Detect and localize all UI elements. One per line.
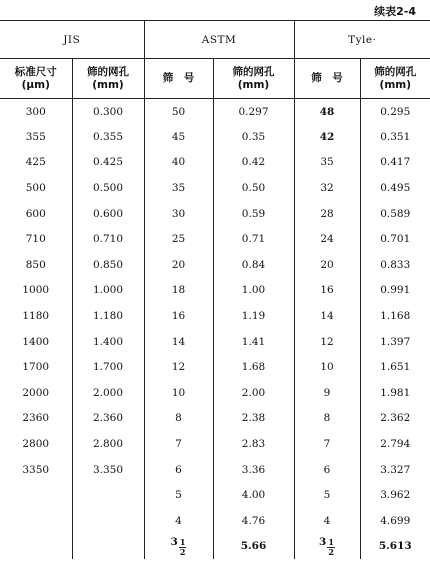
table-row <box>0 329 430 355</box>
table-continuation-caption: 续表2-4 <box>374 5 416 18</box>
fraction-astm: 3 $\frac{1}{2}$ <box>170 535 186 557</box>
table-row <box>0 252 430 278</box>
cell-jis-aperture: 0.300 <box>72 99 144 125</box>
cell-astm-aperture: 2.00 <box>213 380 294 406</box>
cell-jis-nominal: 1000 <box>0 278 72 304</box>
cell-tyler-sieve-no: 7 <box>294 431 360 457</box>
table-row <box>0 175 430 201</box>
cell-astm-aperture: 2.38 <box>213 406 294 432</box>
cell-tyler-aperture: 4.699 <box>380 514 411 527</box>
cell-jis-aperture <box>72 534 144 560</box>
cell-tyler-sieve-no: 16 <box>294 278 360 304</box>
cell-jis-aperture <box>72 482 144 508</box>
header-astm-aperture: 筛的网孔 (mm) <box>213 59 294 99</box>
cell-jis-nominal: 300 <box>0 99 72 125</box>
cell-tyler-sieve-no: 5 <box>294 482 360 508</box>
table-row <box>0 226 430 252</box>
cell-jis-aperture: 0.710 <box>72 226 144 252</box>
cell-tyler-sieve-no: 48 <box>294 99 360 125</box>
group-astm: ASTM <box>144 21 294 59</box>
cell-tyler-sieve-no: 32 <box>294 175 360 201</box>
fraction-tyler: 3 $\frac{1}{2}$ <box>319 535 334 557</box>
cell-jis-aperture: 1.000 <box>72 278 144 304</box>
table-row <box>0 380 430 406</box>
cell-tyler-sieve-no: 24 <box>294 226 360 252</box>
cell-tyler-sieve-no: 20 <box>294 252 360 278</box>
cell-tyler-aperture: 1.168 <box>380 310 411 323</box>
cell-astm-aperture: 4.76 <box>213 508 294 534</box>
cell-jis-aperture <box>72 508 144 534</box>
cell-tyler-aperture: 0.701 <box>380 233 411 246</box>
table-row <box>0 303 430 329</box>
cell-jis-nominal <box>0 534 72 560</box>
cell-astm-sieve-no: 12 <box>144 354 213 380</box>
cell-tyler-aperture: 1.981 <box>380 386 411 399</box>
header-tyler-aperture: 筛的网孔 (mm) <box>360 59 430 99</box>
cell-jis-nominal: 850 <box>0 252 72 278</box>
header-astm-sieve-no: 筛 号 <box>144 59 213 99</box>
cell-jis-nominal: 710 <box>0 226 72 252</box>
cell-tyler-aperture: 1.397 <box>380 335 411 348</box>
cell-jis-nominal <box>0 482 72 508</box>
header-jis-nominal: 标准尺寸 (μm) <box>0 59 72 99</box>
cell-jis-aperture: 1.700 <box>72 354 144 380</box>
cell-jis-aperture: 0.425 <box>72 150 144 176</box>
cell-jis-nominal: 2800 <box>0 431 72 457</box>
cell-astm-aperture: 1.00 <box>213 278 294 304</box>
cell-tyler-sieve-no <box>294 534 360 560</box>
cell-astm-aperture: 0.297 <box>213 99 294 125</box>
cell-astm-aperture: 0.50 <box>213 175 294 201</box>
sieve-size-table <box>0 20 430 559</box>
cell-tyler-aperture: 3.962 <box>380 489 411 502</box>
cell-jis-nominal: 3350 <box>0 457 72 483</box>
cell-tyler-sieve-no: 10 <box>294 354 360 380</box>
cell-jis-nominal <box>0 508 72 534</box>
cell-astm-aperture: 3.36 <box>213 457 294 483</box>
cell-jis-aperture: 3.350 <box>72 457 144 483</box>
cell-tyler-sieve-no: 42 <box>294 124 360 150</box>
cell-tyler-aperture: 0.833 <box>380 258 411 271</box>
cell-astm-sieve-no: 30 <box>144 201 213 227</box>
cell-astm-sieve-no: 50 <box>144 99 213 125</box>
cell-tyler-aperture: 0.295 <box>380 105 411 118</box>
standard-group-row <box>0 21 430 59</box>
cell-astm-aperture: 1.19 <box>213 303 294 329</box>
cell-astm-aperture: 1.68 <box>213 354 294 380</box>
cell-tyler-sieve-no: 12 <box>294 329 360 355</box>
cell-astm-sieve-no: 40 <box>144 150 213 176</box>
cell-astm-sieve-no <box>144 534 213 560</box>
cell-jis-aperture: 0.600 <box>72 201 144 227</box>
cell-astm-aperture: 0.35 <box>213 124 294 150</box>
cell-tyler-aperture: 2.794 <box>380 438 411 451</box>
cell-astm-aperture: 0.84 <box>213 252 294 278</box>
table-row <box>0 124 430 150</box>
cell-jis-nominal: 1700 <box>0 354 72 380</box>
cell-jis-nominal: 1180 <box>0 303 72 329</box>
cell-astm-sieve-no: 14 <box>144 329 213 355</box>
table-row <box>0 482 430 508</box>
cell-astm-sieve-no: 25 <box>144 226 213 252</box>
cell-astm-sieve-no: 6 <box>144 457 213 483</box>
cell-tyler-sieve-no: 6 <box>294 457 360 483</box>
column-header-row <box>0 59 430 99</box>
cell-tyler-sieve-no: 35 <box>294 150 360 176</box>
cell-jis-aperture: 1.400 <box>72 329 144 355</box>
cell-astm-sieve-no: 35 <box>144 175 213 201</box>
table-row <box>0 201 430 227</box>
cell-astm-sieve-no: 18 <box>144 278 213 304</box>
cell-jis-aperture: 1.180 <box>72 303 144 329</box>
table-body <box>0 99 430 560</box>
cell-tyler-sieve-no: 4 <box>294 508 360 534</box>
cell-jis-nominal: 600 <box>0 201 72 227</box>
table-row <box>0 457 430 483</box>
cell-jis-nominal: 2360 <box>0 406 72 432</box>
cell-astm-sieve-no: 16 <box>144 303 213 329</box>
cell-jis-aperture: 0.355 <box>72 124 144 150</box>
cell-astm-aperture: 0.42 <box>213 150 294 176</box>
table-row <box>0 278 430 304</box>
cell-tyler-aperture: 0.991 <box>380 284 411 297</box>
cell-tyler-aperture: 2.362 <box>380 412 411 425</box>
cell-tyler-aperture: 0.417 <box>380 156 411 169</box>
cell-astm-aperture: 5.66 <box>213 534 294 560</box>
cell-tyler-sieve-no: 8 <box>294 406 360 432</box>
cell-tyler-sieve-no: 14 <box>294 303 360 329</box>
cell-tyler-aperture: 1.651 <box>380 361 411 374</box>
cell-astm-sieve-no: 45 <box>144 124 213 150</box>
cell-tyler-aperture: 0.495 <box>380 182 411 195</box>
cell-astm-aperture: 0.71 <box>213 226 294 252</box>
table-row <box>0 99 430 125</box>
cell-jis-aperture: 2.800 <box>72 431 144 457</box>
cell-astm-sieve-no: 8 <box>144 406 213 432</box>
table-row <box>0 354 430 380</box>
cell-astm-sieve-no: 10 <box>144 380 213 406</box>
cell-jis-nominal: 2000 <box>0 380 72 406</box>
cell-astm-aperture: 1.41 <box>213 329 294 355</box>
cell-jis-nominal: 1400 <box>0 329 72 355</box>
table-row-fraction <box>0 534 430 560</box>
group-jis: JIS <box>0 21 144 59</box>
cell-astm-sieve-no: 7 <box>144 431 213 457</box>
cell-astm-aperture: 0.59 <box>213 201 294 227</box>
table-row <box>0 150 430 176</box>
cell-astm-aperture: 2.83 <box>213 431 294 457</box>
cell-jis-nominal: 425 <box>0 150 72 176</box>
group-tyler: Tyle· <box>294 21 430 59</box>
cell-jis-aperture: 0.850 <box>72 252 144 278</box>
cell-tyler-sieve-no: 9 <box>294 380 360 406</box>
cell-tyler-aperture: 0.351 <box>380 130 411 143</box>
cell-astm-sieve-no: 4 <box>144 508 213 534</box>
table-row <box>0 431 430 457</box>
cell-tyler-sieve-no: 28 <box>294 201 360 227</box>
cell-tyler-aperture: 5.613 <box>378 540 412 553</box>
header-tyler-sieve-no: 筛 号 <box>294 59 360 99</box>
cell-astm-aperture: 4.00 <box>213 482 294 508</box>
cell-tyler-aperture: 3.327 <box>380 463 411 476</box>
cell-astm-sieve-no: 20 <box>144 252 213 278</box>
cell-jis-aperture: 0.500 <box>72 175 144 201</box>
cell-astm-sieve-no: 5 <box>144 482 213 508</box>
cell-jis-aperture: 2.360 <box>72 406 144 432</box>
cell-jis-nominal: 355 <box>0 124 72 150</box>
cell-jis-aperture: 2.000 <box>72 380 144 406</box>
cell-tyler-aperture: 0.589 <box>380 207 411 220</box>
cell-jis-nominal: 500 <box>0 175 72 201</box>
table-row <box>0 508 430 534</box>
table-row <box>0 406 430 432</box>
header-jis-aperture: 筛的网孔 (mm) <box>72 59 144 99</box>
